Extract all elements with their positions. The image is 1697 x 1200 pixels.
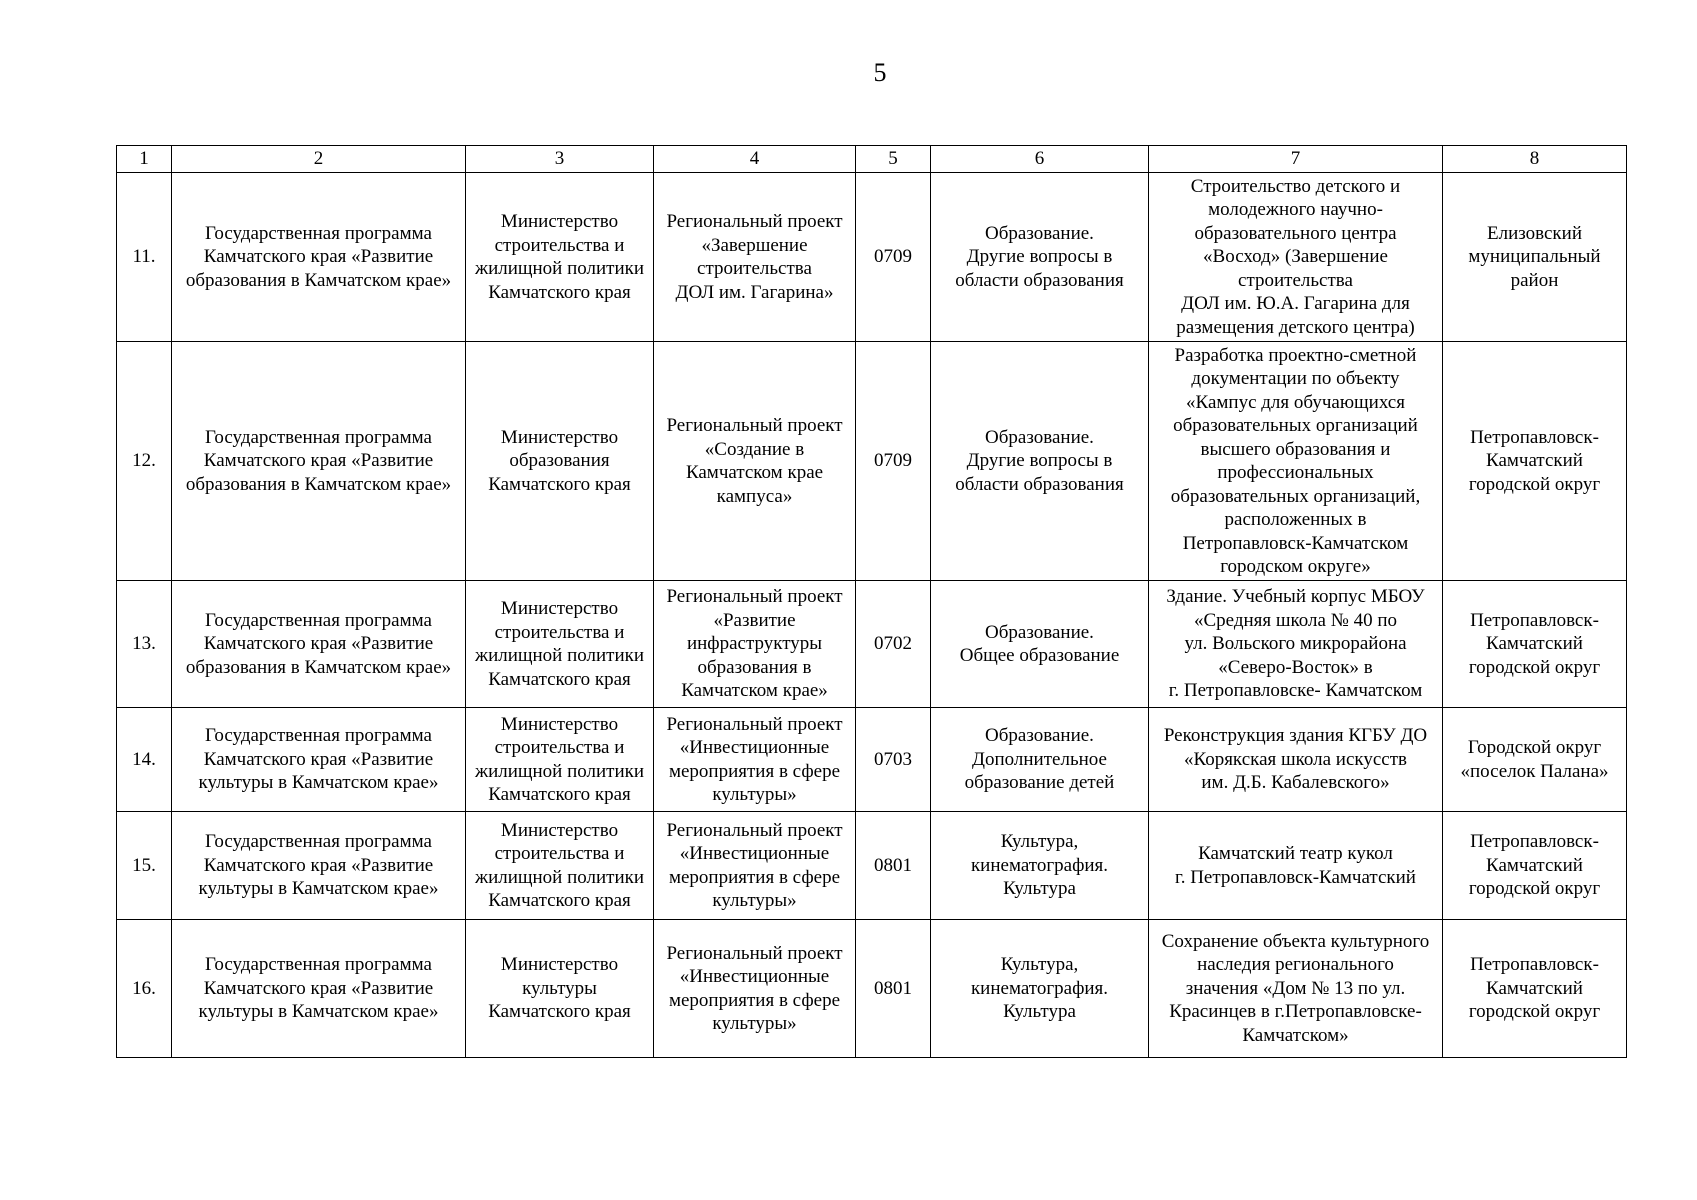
row-number: 12. [117,342,172,581]
table-row [117,581,1627,708]
column-header: 1 [117,146,172,173]
object-cell: Строительство детского и молодежного научно- образовательного центра «Восход» (Завершение строительства ДОЛ им. Ю.А. Гагарина для размещения детского центра) [1149,173,1443,342]
ministry-cell: Министерство строительства и жилищной политики Камчатского края [466,708,654,812]
program-cell: Государственная программа Камчатского края «Развитие культуры в Камчатском крае» [172,708,466,812]
object-cell: Камчатский театр кукол г. Петропавловск-Камчатский [1149,812,1443,920]
section-cell: Культура, кинематография. Культура [931,812,1149,920]
section-cell: Образование. Другие вопросы в области образования [931,173,1149,342]
project-cell: Региональный проект «Развитие инфраструктуры образования в Камчатском крае» [654,581,856,708]
column-header: 7 [1149,146,1443,173]
page-number: 5 [873,58,887,87]
column-header: 8 [1443,146,1627,173]
project-cell: Региональный проект «Инвестиционные мероприятия в сфере культуры» [654,708,856,812]
column-header: 6 [931,146,1149,173]
object-cell: Здание. Учебный корпус МБОУ «Средняя школа № 40 по ул. Вольского микрорайона «Северо-Восток» в г. Петропавловске- Камчатском [1149,581,1443,708]
header-row [117,146,1627,173]
table-row [117,342,1627,581]
table-row [117,812,1627,920]
row-number: 11. [117,173,172,342]
table-row [117,920,1627,1058]
ministry-cell: Министерство строительства и жилищной политики Камчатского края [466,581,654,708]
section-cell: Образование. Дополнительное образование детей [931,708,1149,812]
section-cell: Культура, кинематография. Культура [931,920,1149,1058]
code-cell: 0801 [856,920,931,1058]
code-cell: 0801 [856,812,931,920]
code-cell: 0702 [856,581,931,708]
column-header: 2 [172,146,466,173]
location-cell: Петропавловск- Камчатский городской округ [1443,581,1627,708]
column-header: 5 [856,146,931,173]
ministry-cell: Министерство культуры Камчатского края [466,920,654,1058]
table-row [117,708,1627,812]
row-number: 15. [117,812,172,920]
project-cell: Региональный проект «Инвестиционные мероприятия в сфере культуры» [654,812,856,920]
ministry-cell: Министерство строительства и жилищной политики Камчатского края [466,173,654,342]
program-cell: Государственная программа Камчатского края «Развитие культуры в Камчатском крае» [172,812,466,920]
column-header: 4 [654,146,856,173]
section-cell: Образование. Общее образование [931,581,1149,708]
code-cell: 0703 [856,708,931,812]
program-cell: Государственная программа Камчатского края «Развитие образования в Камчатском крае» [172,342,466,581]
column-header: 3 [466,146,654,173]
projects-table [116,145,1627,1058]
section-cell: Образование. Другие вопросы в области образования [931,342,1149,581]
location-cell: Елизовский муниципальный район [1443,173,1627,342]
row-number: 13. [117,581,172,708]
row-number: 14. [117,708,172,812]
project-cell: Региональный проект «Инвестиционные мероприятия в сфере культуры» [654,920,856,1058]
project-cell: Региональный проект «Завершение строительства ДОЛ им. Гагарина» [654,173,856,342]
program-cell: Государственная программа Камчатского края «Развитие образования в Камчатском крае» [172,173,466,342]
location-cell: Городской округ «поселок Палана» [1443,708,1627,812]
ministry-cell: Министерство строительства и жилищной политики Камчатского края [466,812,654,920]
row-number: 16. [117,920,172,1058]
object-cell: Разработка проектно-сметной документации по объекту «Кампус для обучающихся образовательных организаций высшего образования и профессиональных образовательных организаций, расположенных в Петропавловск-Камчатском городском округе» [1149,342,1443,581]
object-cell: Реконструкция здания КГБУ ДО «Корякская школа искусств им. Д.Б. Кабалевского» [1149,708,1443,812]
program-cell: Государственная программа Камчатского края «Развитие культуры в Камчатском крае» [172,920,466,1058]
code-cell: 0709 [856,342,931,581]
code-cell: 0709 [856,173,931,342]
program-cell: Государственная программа Камчатского края «Развитие образования в Камчатском крае» [172,581,466,708]
object-cell: Сохранение объекта культурного наследия регионального значения «Дом № 13 по ул. Красинцев в г.Петропавловске- Камчатском» [1149,920,1443,1058]
location-cell: Петропавловск- Камчатский городской округ [1443,812,1627,920]
ministry-cell: Министерство образования Камчатского края [466,342,654,581]
project-cell: Региональный проект «Создание в Камчатском крае кампуса» [654,342,856,581]
location-cell: Петропавловск- Камчатский городской округ [1443,342,1627,581]
location-cell: Петропавловск- Камчатский городской округ [1443,920,1627,1058]
table-row [117,173,1627,342]
